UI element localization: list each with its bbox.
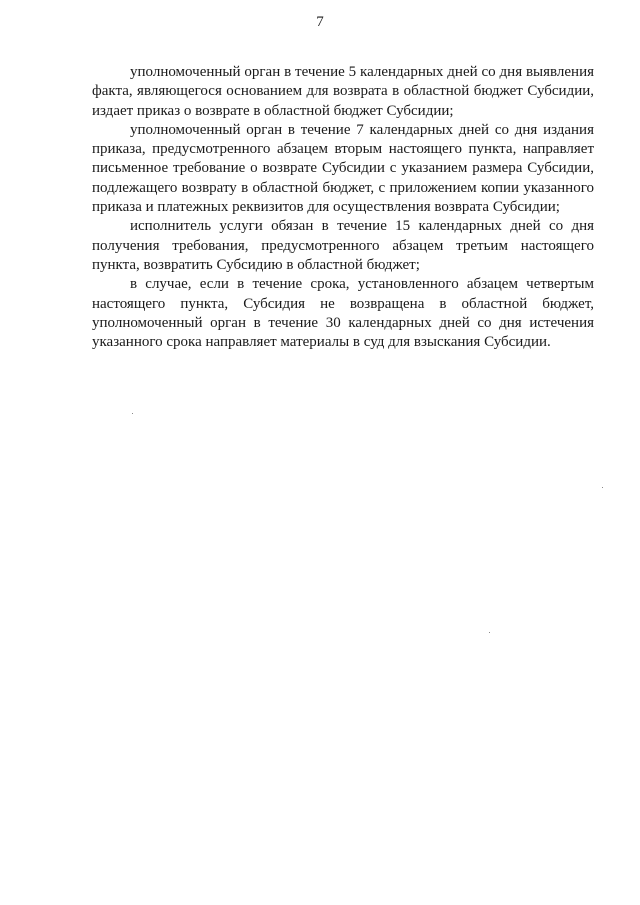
scan-speck	[132, 413, 133, 414]
paragraph-1: уполномоченный орган в течение 5 календарных дней со дня выявления факта, являющегося основанием для возврата в областной бюджет Субсидии, издает приказ о возврате в областной бюджет Субсидии;	[92, 64, 594, 119]
scan-speck	[602, 487, 603, 488]
paragraph-3: исполнитель услуги обязан в течение 15 календарных дней со дня получения требования, предусмотренного абзацем третьим настоящего пункта, возвратить Субсидию в областной бюджет;	[92, 218, 594, 273]
page-number: 7	[316, 14, 324, 30]
scan-speck	[489, 632, 490, 633]
paragraph-2: уполномоченный орган в течение 7 календарных дней со дня издания приказа, предусмотренного абзацем вторым настоящего пункта, направляет письменное требование о возврате Субсидии с указанием размера Субсидии, подлежащего возврату в областной бюджет, с приложением копии указанного приказа и платежных реквизитов для осуществления возврата Субсидии;	[92, 121, 594, 216]
paragraph-4: в случае, если в течение срока, установленного абзацем четвертым настоящего пункта, Субсидия не возвращена в областной бюджет, уполномоченный орган в течение 30 календарных дней со дня истечения указанного срока направляет материалы в суд для взыскания Субсидии.	[92, 276, 594, 351]
body-text	[92, 63, 594, 352]
